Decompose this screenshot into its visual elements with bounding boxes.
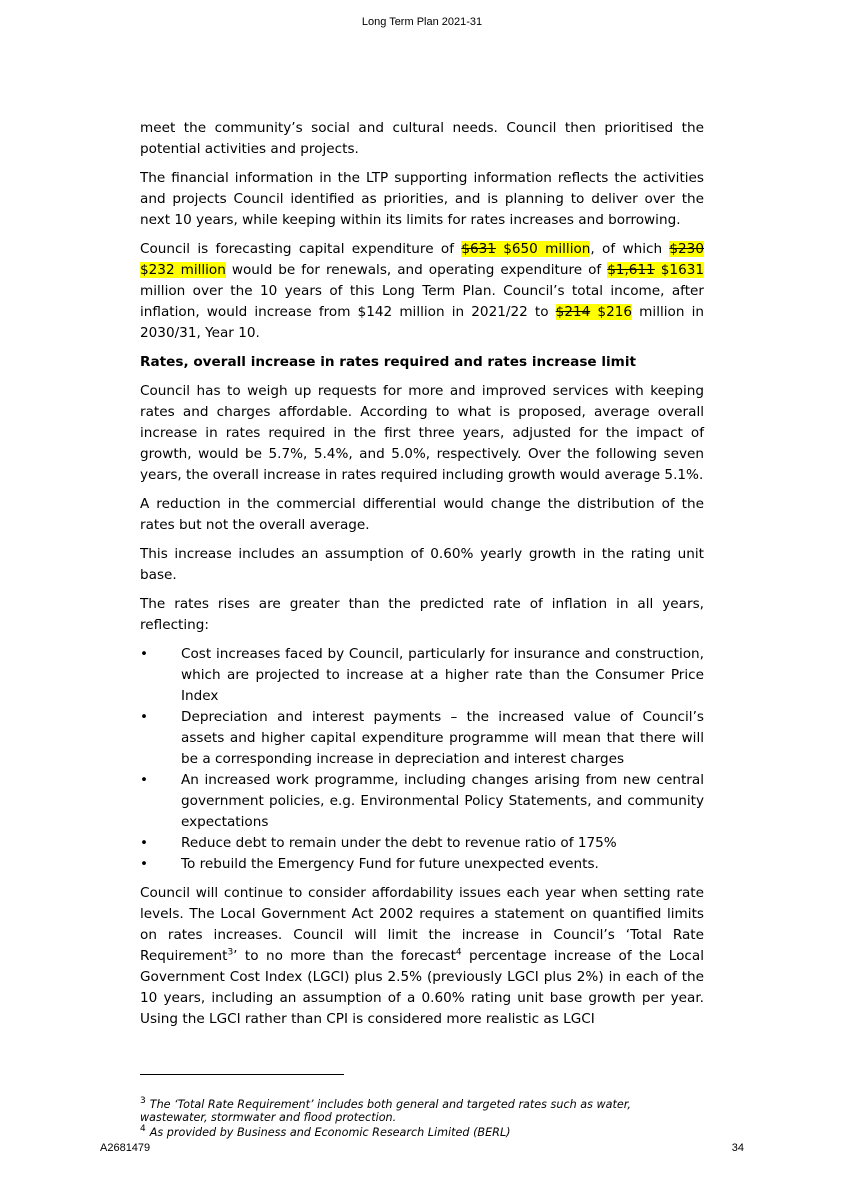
income-highlight (556, 304, 632, 320)
income-old-value: $214 (555, 304, 591, 320)
paragraph-5: A reduction in the commercial differential would change the distribution of the rates but not the overall average. (140, 496, 704, 533)
list-item-text: Cost increases faced by Council, particularly for insurance and construction, which are projected to increase at a higher rate than the Consumer Price Index (181, 646, 704, 704)
footnotes (140, 1098, 700, 1141)
footnote-ref-3[interactable]: 3 (227, 947, 234, 958)
footnote-3 (140, 1098, 700, 1124)
footnote-text: The ‘Total Rate Requirement’ includes both general and targeted rates such as water, wastewater, stormwater and flood protection. (140, 1098, 631, 1124)
main-content (140, 118, 704, 1038)
footnote-4 (140, 1126, 700, 1139)
bullet-icon: • (140, 646, 149, 662)
bullet-icon: • (140, 709, 149, 725)
paragraph-7: The rates rises are greater than the predicted rate of inflation in all years, reflecting: (140, 596, 704, 633)
reasons-list (140, 644, 704, 875)
opex-new-value: $1631 (660, 262, 705, 278)
bullet-icon: • (140, 772, 149, 788)
p3-text-c: would be for renewals, and operating expenditure of (225, 262, 608, 278)
page-number: 34 (731, 1142, 744, 1154)
page-header: Long Term Plan 2021-31 (361, 16, 483, 28)
p8-text-c: percentage increase of the Local Government Cost Index (LGCI) plus 2.5% (previously LGCI plus 2%) in each of the 10 years, including an assumption of a 0.60% rating unit base growth per year. Using the LGCI rather than CPI is considered more realistic as LGCI (140, 948, 704, 1027)
list-item-text: An increased work programme, including changes arising from new central government policies, e.g. Environmental Policy Statements, and community expectations (181, 772, 704, 830)
paragraph-1: meet the community’s social and cultural needs. Council then prioritised the potential activities and projects. (140, 120, 704, 157)
paragraph-3 (140, 239, 704, 344)
list-item (140, 644, 704, 707)
capex-new-value: $650 million (503, 241, 591, 257)
p8-text-b: ’ to no more than the forecast (233, 948, 456, 964)
list-item (140, 770, 704, 833)
footnote-number: 3 (140, 1096, 146, 1107)
list-item (140, 707, 704, 770)
paragraph-2: The financial information in the LTP supporting information reflects the activities and projects Council identified as priorities, and is planning to deliver over the next 10 years, while keeping within its limits for rates increases and borrowing. (140, 170, 704, 228)
renewals-old-value: $230 (669, 241, 704, 257)
list-item-text: To rebuild the Emergency Fund for future unexpected events. (181, 856, 599, 872)
income-new-value: $216 (597, 304, 633, 320)
p3-text-a: Council is forecasting capital expenditure of (140, 241, 462, 257)
p8-text-a: Council will continue to consider affordability issues each year when setting rate levels. The Local Government Act 2002 requires a statement on quantified limits on rates increases. Council will limit the increase in Council’s ‘Total Rate Requirement (140, 885, 704, 964)
list-item (140, 854, 704, 875)
list-item-text: Reduce debt to remain under the debt to revenue ratio of 175% (181, 835, 617, 851)
list-item (140, 833, 704, 854)
list-item-text: Depreciation and interest payments – the increased value of Council’s assets and higher capital expenditure programme will mean that there will be a corresponding increase in depreciation and interest charges (181, 709, 704, 767)
capex-highlight (461, 241, 590, 257)
footnote-ref-4[interactable]: 4 (455, 947, 462, 958)
p3-text-b: , of which (590, 241, 670, 257)
renewals-new-value: $232 million (140, 262, 226, 278)
p3-text-d: million over the 10 years of this Long Term Plan. Council’s total income, after inflation, would increase from $142 million in 2021/22 to (140, 283, 704, 320)
paragraph-6: This increase includes an assumption of 0.60% yearly growth in the rating unit base. (140, 546, 704, 583)
paragraph-8 (140, 883, 704, 1030)
capex-old-value: $631 (461, 241, 496, 257)
bullet-icon: • (140, 835, 149, 851)
footnote-number: 4 (140, 1124, 146, 1135)
footnote-divider (140, 1074, 344, 1075)
footnote-text: As provided by Business and Economic Research Limited (BERL) (149, 1126, 511, 1139)
opex-old-value: $1,611 (607, 262, 655, 278)
p3-text-e: million in 2030/31, Year 10. (140, 304, 704, 341)
paragraph-4: Council has to weigh up requests for more and improved services with keeping rates and charges affordable. According to what is proposed, average overall increase in rates required in the first three years, adjusted for the impact of growth, would be 5.7%, 5.4%, and 5.0%, respectively. Over the following seven years, the overall increase in rates required including growth would average 5.1%. (140, 383, 704, 483)
opex-highlight (607, 262, 704, 278)
section-heading: Rates, overall increase in rates required and rates increase limit (140, 354, 637, 370)
bullet-icon: • (140, 856, 149, 872)
document-id: A2681479 (100, 1142, 151, 1154)
